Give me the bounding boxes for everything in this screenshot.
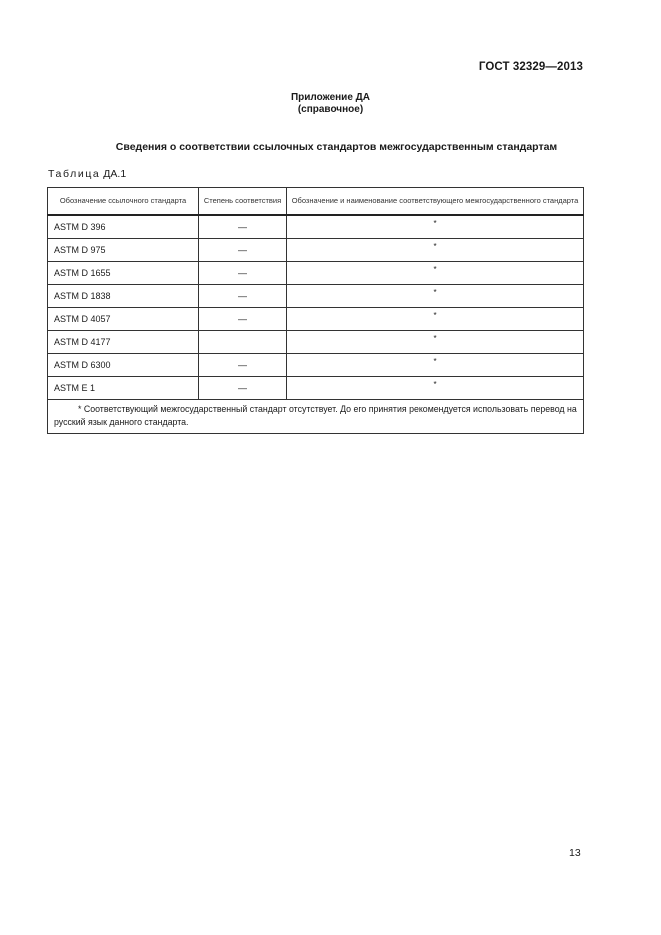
- table-row: [48, 262, 584, 285]
- reference-standard-cell: ASTM D 4057: [48, 308, 199, 331]
- interstate-standard-cell: *: [287, 285, 584, 308]
- table-row: [48, 331, 584, 354]
- degree-cell: —: [199, 262, 287, 285]
- reference-standard-cell: ASTM D 975: [48, 239, 199, 262]
- degree-cell: —: [199, 308, 287, 331]
- reference-standard-cell: ASTM E 1: [48, 377, 199, 400]
- degree-cell: [199, 331, 287, 354]
- section-title: Сведения о соответствии ссылочных стандартов межгосударственным стандартам: [115, 141, 558, 153]
- header-reference-standard: Обозначение ссылочного стандарта: [48, 188, 199, 216]
- degree-cell: —: [199, 354, 287, 377]
- appendix-title: Приложение ДА: [290, 92, 371, 103]
- table-footnote-row: [48, 400, 584, 434]
- standards-correspondence-table: [47, 187, 584, 434]
- reference-standard-cell: ASTM D 396: [48, 215, 199, 239]
- table-footnote: * Соответствующий межгосударственный стандарт отсутствует. До его принятия рекомендуется использовать перевод на русский язык данного стандарта.: [48, 400, 584, 434]
- appendix-subtitle: (справочное): [297, 104, 364, 115]
- table-caption-word: Таблица: [48, 168, 101, 180]
- interstate-standard-cell: *: [287, 377, 584, 400]
- degree-cell: —: [199, 285, 287, 308]
- interstate-standard-cell: *: [287, 354, 584, 377]
- reference-standard-cell: ASTM D 1655: [48, 262, 199, 285]
- interstate-standard-cell: *: [287, 331, 584, 354]
- document-code: ГОСТ 32329—2013: [478, 61, 583, 73]
- table-row: [48, 215, 584, 239]
- degree-cell: —: [199, 377, 287, 400]
- degree-cell: —: [199, 239, 287, 262]
- table-caption-number: ДА.1: [100, 168, 127, 180]
- table-header-row: [48, 188, 584, 216]
- interstate-standard-cell: *: [287, 215, 584, 239]
- page-number: 13: [569, 847, 581, 859]
- reference-standard-cell: ASTM D 4177: [48, 331, 199, 354]
- interstate-standard-cell: *: [287, 239, 584, 262]
- table-row: [48, 354, 584, 377]
- table-caption: [48, 168, 126, 180]
- interstate-standard-cell: *: [287, 262, 584, 285]
- header-degree-of-correspondence: Степень соответствия: [199, 188, 287, 216]
- table-row: [48, 308, 584, 331]
- table-row: [48, 239, 584, 262]
- interstate-standard-cell: *: [287, 308, 584, 331]
- table-row: [48, 285, 584, 308]
- reference-standard-cell: ASTM D 1838: [48, 285, 199, 308]
- table-row: [48, 377, 584, 400]
- header-interstate-standard: Обозначение и наименование соответствующего межгосударственного стандарта: [287, 188, 584, 216]
- reference-standard-cell: ASTM D 6300: [48, 354, 199, 377]
- degree-cell: —: [199, 215, 287, 239]
